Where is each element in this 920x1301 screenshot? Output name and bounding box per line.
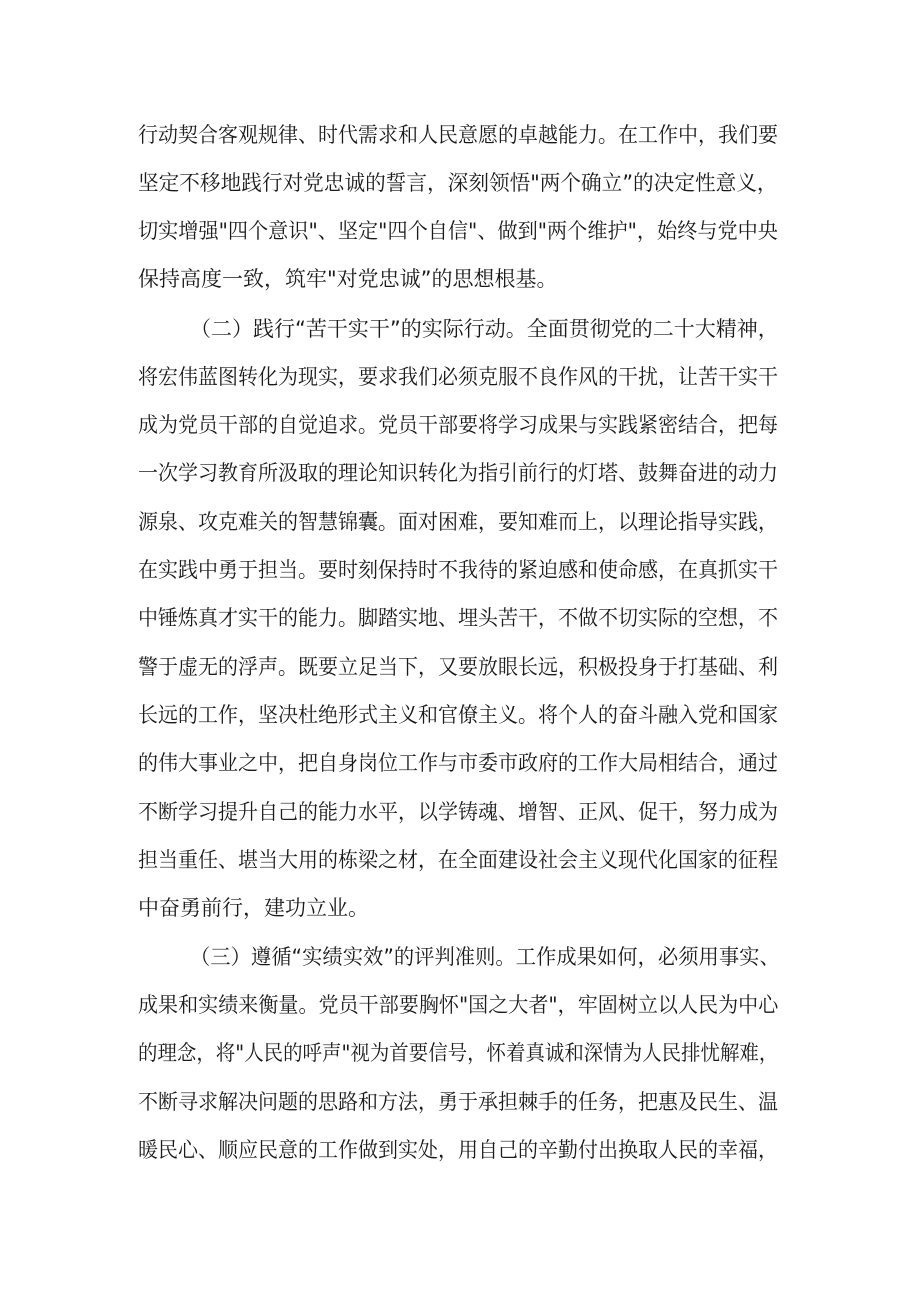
paragraph-2-line-1: （二）践行“苦干实干”的实际行动。全面贯彻党的二十大精神， bbox=[190, 317, 779, 341]
paragraph-1-line-4: 保持高度一致，筑牢"对党忠诚”的思想根基。 bbox=[138, 267, 558, 291]
paragraph-3-line-3: 的理念，将"人民的呼声"视为首要信号，怀着真诚和深情为人民排忧解难， bbox=[138, 1041, 779, 1065]
paragraph-2-line-10: 的伟大事业之中，把自身岗位工作与市委市政府的工作大局相结合，通过 bbox=[138, 751, 779, 775]
paragraph-3-line-2: 成果和实绩来衡量。党员干部要胸怀"国之大者"，牢固树立以人民为中心 bbox=[138, 993, 779, 1017]
paragraph-2-line-9: 长远的工作，坚决杜绝形式主义和官僚主义。将个人的奋斗融入党和国家 bbox=[138, 703, 779, 727]
paragraph-2-line-12: 担当重任、堪当大用的栋梁之材，在全面建设社会主义现代化国家的征程 bbox=[138, 848, 779, 872]
paragraph-2-line-3: 成为党员干部的自觉追求。党员干部要将学习成果与实践紧密结合，把每 bbox=[138, 413, 779, 437]
paragraph-2-line-4: 一次学习教育所汲取的理论知识转化为指引前行的灯塔、鼓舞奋进的动力 bbox=[138, 461, 779, 485]
paragraph-2-line-7: 中锤炼真才实干的能力。脚踏实地、埋头苦干，不做不切实际的空想，不 bbox=[138, 606, 779, 630]
paragraph-1-line-3: 切实增强"四个意识"、坚定"四个自信"、做到"两个维护"，始终与党中央 bbox=[138, 219, 778, 243]
paragraph-2-line-11: 不断学习提升自己的能力水平，以学铸魂、增智、正风、促干，努力成为 bbox=[138, 800, 779, 824]
paragraph-3-line-1: （三）遵循“实绩实效”的评判准则。工作成果如何，必须用事实、 bbox=[190, 945, 780, 969]
paragraph-1-line-2: 坚定不移地践行对党忠诚的誓言，深刻领悟"两个确立”的决定性意义， bbox=[138, 171, 778, 195]
paragraph-2-line-2: 将宏伟蓝图转化为现实，要求我们必须克服不良作风的干扰，让苦干实干 bbox=[138, 365, 779, 389]
paragraph-3-line-4: 不断寻求解决问题的思路和方法，勇于承担棘手的任务，把惠及民生、温 bbox=[138, 1090, 779, 1114]
paragraph-2-line-5: 源泉、攻克难关的智慧锦囊。面对困难，要知难而上，以理论指导实践， bbox=[138, 510, 779, 534]
paragraph-2-line-6: 在实践中勇于担当。要时刻保持时不我待的紧迫感和使命感，在真抓实干 bbox=[138, 558, 779, 582]
paragraph-1-line-1: 行动契合客观规律、时代需求和人民意愿的卓越能力。在工作中，我们要 bbox=[138, 123, 779, 147]
paragraph-2-line-13: 中奋勇前行，建功立业。 bbox=[138, 896, 369, 920]
paragraph-3-line-5: 暖民心、顺应民意的工作做到实处，用自己的辛勤付出换取人民的幸福， bbox=[138, 1138, 779, 1162]
paragraph-2-line-8: 警于虚无的浮声。既要立足当下，又要放眼长远，积极投身于打基础、利 bbox=[138, 655, 779, 679]
